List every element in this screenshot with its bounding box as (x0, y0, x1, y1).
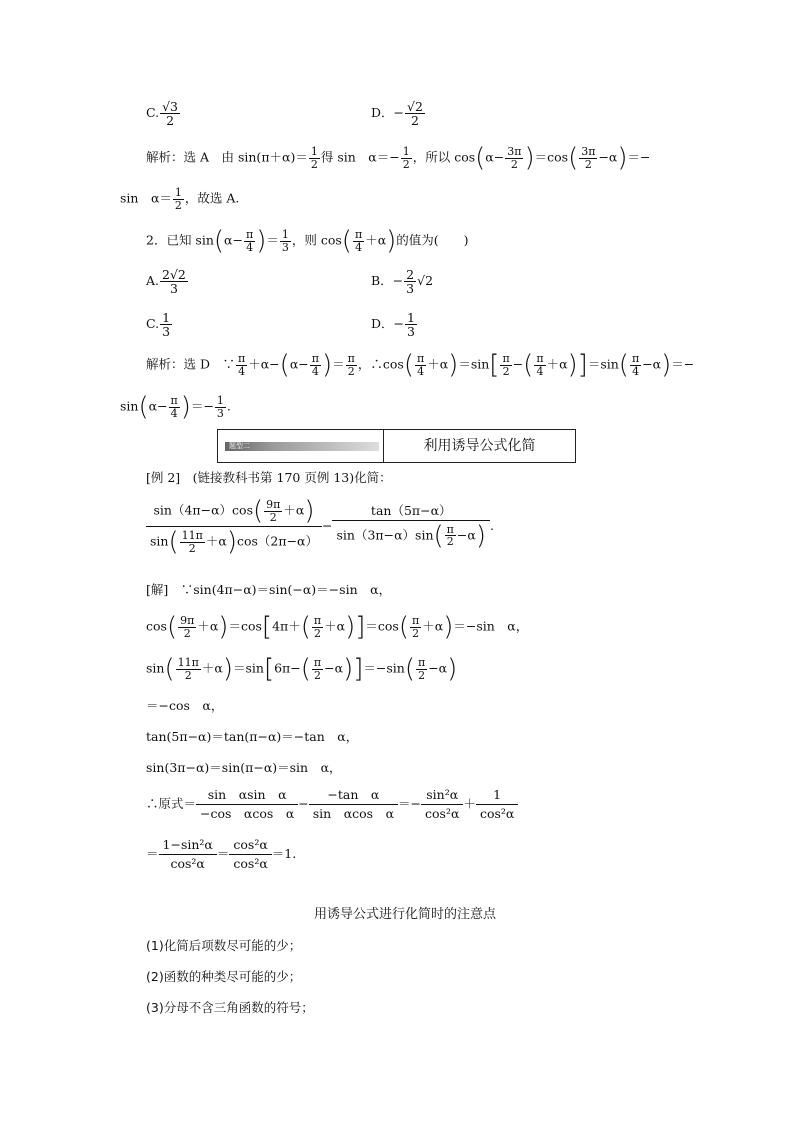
section-title: 利用诱导公式化简 (423, 438, 536, 454)
option-d-label: D．− (371, 105, 404, 121)
section-header (217, 429, 576, 463)
q1-solution-line1: 解析：选 A 由 sin(π＋α)＝ $\frac{1}{2}$ 得 sin α＝− $\frac{1}{2}$ ，所以 cos(α− $\frac{3\pi}{2}$ )＝cos( $\frac{3\pi}{2}$ −α)＝− (146, 143, 651, 173)
section-tag: 题型二 (225, 442, 379, 451)
q2-solution-line2: sin(α− $\frac{\pi}{4}$ )＝− $\frac{1}{3}$ . (120, 392, 231, 422)
solution-line-7: ∴原式＝ $\frac{\text{sin αsin α}}{\text{−cos αcos α}}$ − $\frac{\text{−tan α}}{\text{sin αcos α}}$ ＝− $\frac{\text{sin²α}}{\text{cos²α}}$ ＋ $\frac{1}{\text{cos²α}}$ (146, 788, 518, 821)
notes-title: 用诱导公式进行化简时的注意点 (314, 907, 497, 922)
option-d-value: $\frac{√2}{2}$ (407, 99, 423, 129)
q2-option-c: C. $\frac{1}{3}$ (146, 310, 171, 340)
solution-line-8: ＝ $\frac{\text{1−sin²α}}{\text{cos²α}}$ ＝ $\frac{\text{cos²α}}{\text{cos²α}}$ ＝1. (146, 837, 297, 871)
solution-line-1: [解] ∵sin(4π−α)＝sin(−α)＝−sin α， (146, 582, 392, 597)
q1-option-c (146, 100, 181, 127)
q2-option-b: B．− $\frac{2}{3}$ √2 (371, 267, 434, 297)
example-label: [例 2] (链接教科书第 170 页例 13)化简： (146, 470, 392, 485)
option-c-value: $\frac{√3}{2}$ (162, 99, 179, 129)
q1-option-d (371, 100, 426, 127)
q2-stem: 2．已知 sin(α− $\frac{\pi}{4}$ )＝ $\frac{1}{3}$ ，则 cos( $\frac{\pi}{4}$ ＋α)的值为( ) (146, 226, 469, 256)
option-c-label: C. (146, 105, 160, 121)
solution-line-3: sin( $\frac{11\pi}{2}$ ＋α)＝sin[6π−( $\frac{\pi}{2}$ −α)]＝−sin( $\frac{\pi}{2}$ −α) (146, 654, 458, 684)
notes-item-2: (2)函数的种类尽可能的少； (146, 969, 302, 984)
solution-line-6: sin(3π−α)＝sin(π−α)＝sin α， (146, 760, 342, 775)
solution-line-2: cos( $\frac{9\pi}{2}$ ＋α)＝cos[4π＋( $\frac{\pi}{2}$ ＋α)]＝cos( $\frac{\pi}{2}$ ＋α)＝−sin α， (146, 612, 529, 642)
q2-option-a: A. $\frac{2√2}{3}$ (146, 267, 186, 297)
solution-line-5: tan(5π−α)＝tan(π−α)＝−tan α， (146, 729, 359, 744)
q2-option-d: D．− $\frac{1}{3}$ (371, 310, 415, 340)
q1-solution-line2: sin α＝ $\frac{1}{2}$ ，故选 A. (120, 186, 240, 212)
notes-item-1: (1)化简后项数尽可能的少； (146, 938, 302, 953)
q2-solution-line1: 解析：选 D ∵ $\frac{\pi}{4}$ ＋α−(α− $\frac{\pi}{4}$ )＝ $\frac{\pi}{2}$ ，∴cos( $\frac{\pi}{4}$ ＋α)＝sin[ $\frac{\pi}{2}$ −( $\frac{\pi}{4}$ ＋α)]＝sin( $\frac{\pi}{4}$ −α)＝− (146, 350, 695, 380)
solution-line-4: ＝−cos α， (146, 698, 224, 713)
notes-item-3: (3)分母不含三角函数的符号； (146, 1000, 314, 1015)
example-expression: sin（4π−α）cos( $\frac{9\pi}{2}$ ＋α) sin( $\frac{11\pi}{2}$ ＋α)cos（2π−α） − tan（5π−α） sin（3π−α）sin( $\frac{\pi}{2}$ −α) . (146, 498, 494, 555)
